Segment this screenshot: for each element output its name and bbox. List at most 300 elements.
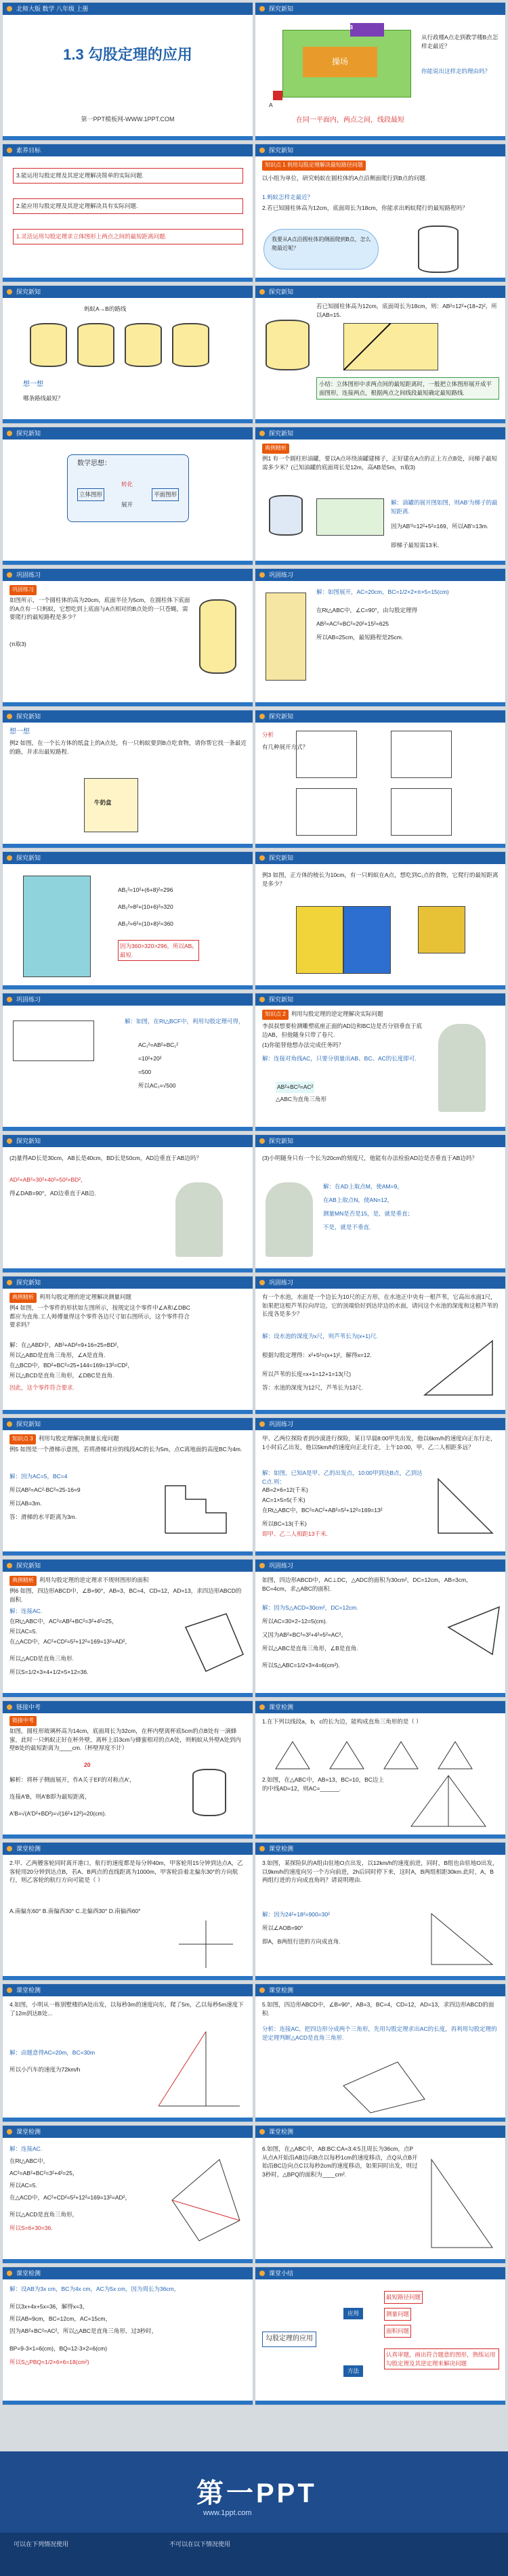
slide-footer-bar <box>3 1551 253 1555</box>
e6-title-row <box>9 1576 247 1586</box>
slide-header: 课堂检测 <box>3 2267 253 2279</box>
k2-title: 利用勾股定理的逆定理解决实际问题 <box>291 1010 383 1017</box>
slide-header: 巩固练习 <box>255 1560 505 1572</box>
quad-figure <box>179 1607 250 1681</box>
q2-text: (2)量得AD长是30cm，AB长是40cm，BD长是50cm，AD边垂直于AB边吗？ <box>9 1155 202 1161</box>
summary-method: 方法 <box>343 2365 363 2377</box>
slide-header: 课堂检测 <box>255 1984 505 1996</box>
box-net-4 <box>391 788 452 836</box>
goal-1: 3.能运用勾股定理及其逆定理解决简单的实际问题. <box>13 168 243 184</box>
intro-answer: 在同一平面内，两点之间，线段最短 <box>296 116 404 124</box>
route-cylinder-3 <box>125 323 162 367</box>
knowledge-tag: 知识点 1 利用勾股定理解决最短路径问题 <box>262 160 366 171</box>
milk-box-label: 牛奶盒 <box>94 799 112 806</box>
slide-16-knowledge2[interactable] <box>255 993 506 1132</box>
example-1-answer: 即梯子最短需13米. <box>391 542 440 549</box>
unfold-tip: 小结：立体图形中求两点间的最短距离时，一般把立体图形展开成平面图形，连接两点，根据两点之间线段最短确定最短路线. <box>316 377 499 400</box>
analysis-question: 有几种展开方式？ <box>262 744 309 750</box>
slide-footer-bar <box>255 1976 505 1980</box>
slide-3-goals[interactable] <box>2 144 253 282</box>
slide-header: 探究新知 <box>3 427 253 439</box>
check3-sol-1: 解：因为24²+18²=900=30² <box>262 1911 330 1918</box>
slide-header: 探究新知 <box>255 3 505 15</box>
slide-footer-bar <box>3 1693 253 1697</box>
slide-sol-2: 所以AB²=AC²-BC²=25-16=9 <box>9 1486 81 1493</box>
exam-sol-1: 解析：将杯子侧面展开，作A关于EF的对称点A'， <box>9 1776 135 1783</box>
staircase-figure <box>158 1472 247 1540</box>
tank-unfolded <box>316 498 384 536</box>
slide-footer-bar <box>255 136 505 140</box>
slide-header: 探究新知 <box>255 710 505 723</box>
check-ships-text: 2.甲、乙两艘客轮同时离开港口，航行的速度都是每分钟40m，甲客轮用15分钟到达点A，乙客轮用20分钟到达点B，若A、B两点的直线距离为1000m，甲客轮沿着北偏东30°的方向航行，则乙客轮的航行方向可能是（ ） <box>9 1860 243 1883</box>
sculpture-image-3 <box>266 1182 313 1257</box>
building-b <box>350 23 384 37</box>
tag-label: 典例精析 <box>9 1576 37 1586</box>
slide-12-analysis[interactable] <box>255 710 506 849</box>
explorer-sol-5: 所以BC=13(千米) <box>262 1520 307 1527</box>
intro-question: 你能说出这样走的理由吗？ <box>421 68 491 74</box>
slide-sol-3: 所以AB=3m. <box>9 1500 42 1507</box>
solid-figure: 立体图形 <box>77 488 104 501</box>
slide-footer-bar <box>3 2401 253 2405</box>
q3-text: (3)小明随身只有一个长为20cm的刻度尺，他能有办法检验AD边是否垂直于AB边吗？ <box>262 1155 478 1161</box>
slide-31-check5-sol[interactable] <box>2 2125 253 2264</box>
slide-header: 链接中考 <box>3 1701 253 1713</box>
slide-33-check6-sol[interactable] <box>2 2267 253 2405</box>
summary-apply: 应用 <box>343 2308 363 2319</box>
cube-sol-3: =10²+20² <box>138 1055 162 1062</box>
slide-5-routes[interactable] <box>2 285 253 424</box>
slide-header: 巩固练习 <box>255 569 505 581</box>
slide-6-unfold[interactable] <box>255 285 506 424</box>
slide-footer-bar <box>3 702 253 706</box>
knowledge-body: 以小组为单位，研究蚂蚁在圆柱体的A点沿侧面爬行到B点的问题. <box>262 175 427 181</box>
e4-line-3: 所以△ABD是直角三角形，∠A是直角. <box>9 1352 106 1358</box>
e4-line-5: 所以△BCD是直角三角形，∠DBC是直角. <box>9 1372 114 1379</box>
slide-header: 探究新知 <box>3 1276 253 1289</box>
q3-line-2: 在AB上取点N，使AN=12， <box>323 1197 394 1203</box>
analysis-head: 分析 <box>262 731 274 738</box>
compass-figure <box>172 1917 240 1971</box>
slide-footer-bar <box>3 1976 253 1980</box>
c5-sol-1: 解：连接AC. <box>9 2145 43 2152</box>
e6-sol-4: 在△ACD中，AC²+CD²=5²+12²=169=13²=AD²， <box>9 1638 131 1645</box>
slide-23-example6[interactable] <box>2 1559 253 1698</box>
label-a: A <box>269 102 273 108</box>
sol-line-1: 解：如图展开，AC=20cm，BC=1/2×2×π×5=15(cm) <box>316 588 449 595</box>
slide-20-reed[interactable] <box>255 1276 506 1415</box>
check3-figure <box>425 1907 499 1971</box>
playground: 操场 <box>303 47 377 77</box>
area-text: 如图，四边形ABCD中，AC⊥DC，△ADC的面积为30cm²，DC=12cm，AB=3cm，BC=4cm，求△ABC的面积. <box>262 1576 472 1592</box>
slide-header: 探究新知 <box>255 286 505 298</box>
slide-header: 探究新知 <box>3 286 253 298</box>
k2-title-row <box>262 1010 499 1020</box>
slide-footer-bar <box>255 561 505 565</box>
slide-header: 课堂检测 <box>3 1984 253 1996</box>
slide-footer-bar <box>255 1410 505 1414</box>
e6-sol-3: 所以AC=5. <box>9 1628 37 1635</box>
slide-footer-bar <box>255 985 505 989</box>
c6-sol-4: 因为AB²+BC²=AC²，所以△ABC是直角三角形，过3秒时， <box>9 2327 158 2334</box>
explorer-sol-3: AC=1×5=5(千米) <box>262 1497 305 1503</box>
slide-11-example2[interactable] <box>2 710 253 849</box>
example-1-calc: 因为AB'²=12²+5²=169，所以AB'=13m. <box>391 523 489 530</box>
explorer-sol-4: 在Rt△ABC中，BC²=AC²+AB²=5²+12²=169=13² <box>262 1507 383 1514</box>
slide-header: 探究新知 <box>3 1418 253 1430</box>
e6-text: 例6 如图，四边形ABCD中，∠B=90°，AB=3，BC=4，CD=12，AD=13，求四边形ABCD的面积. <box>9 1587 242 1603</box>
e4-line-2: 解：在△ABD中，AB²+AD²=9+16=25=BD²， <box>9 1341 123 1348</box>
slide-footer-bar <box>3 2118 253 2122</box>
exam-sol-3: A'B=√(A'D²+BD²)=√(16²+12²)=20(cm). <box>9 1810 106 1817</box>
slide-sol-1: 解：因为AC=5，BC=4 <box>9 1473 68 1480</box>
slide-sol-4: 答：滑梯的水平距离为3m. <box>9 1514 77 1520</box>
slide-header: 课堂检测 <box>255 2126 505 2138</box>
summary-branch-1: 最短路径问题 <box>384 2291 423 2304</box>
slide-footer-bar <box>255 2118 505 2122</box>
check3-sol-3: 即A，B两组行进的方向成直角. <box>262 1938 341 1945</box>
slide-1-title[interactable] <box>2 2 253 141</box>
sol-line-4: 所以AB=25cm，最短路程是25cm. <box>316 634 404 641</box>
k2-result: △ABC为直角三角形 <box>276 1096 327 1102</box>
slide-footer-bar <box>255 1693 505 1697</box>
slide-header: 探究新知 <box>3 1135 253 1147</box>
goal-3: 1.灵活运用勾股定理求立体图形上两点之间的最短距离问题. <box>13 229 243 244</box>
explorer-text: 甲、乙两位探险者到沙漠进行探险，某日早晨8:00甲先出发，他以6km/h的速度向正东行走，1小时后乙出发，他以5km/h的速度向正北行走，上午10:00，甲、乙二人相距多远？ <box>262 1435 496 1451</box>
k2-line-2: (1)你能替他想办法完成任务吗？ <box>262 1042 344 1048</box>
reed-triangle <box>418 1337 499 1402</box>
think-label: 想一想 <box>23 381 43 388</box>
slide-30-check5[interactable] <box>255 1983 506 2122</box>
box-net-2 <box>391 731 452 778</box>
slide-22-explorers[interactable] <box>255 1417 506 1556</box>
reed-line-4: 答：水池的深度为12尺，芦苇长为13尺. <box>262 1384 363 1391</box>
c5-figure <box>165 2153 247 2248</box>
area-sol-3: 又因为AB²+BC²=3²+4²=5²=AC²， <box>262 1631 347 1638</box>
practice-tag-row <box>9 585 39 595</box>
slide-footer-bar <box>3 561 253 565</box>
question-1: 1.蚂蚁怎样走最近？ <box>262 194 314 200</box>
summary-method-text: 认真审题，画出符合题意的图形，熟练运用勾股定理及其逆定理来解决问题 <box>384 2348 499 2369</box>
slide-header: 探究新知 <box>255 852 505 864</box>
slide-18-q3[interactable] <box>255 1134 506 1273</box>
slide-ex-text: 例5 如图是一个滑梯示意图，若将滑梯对应的线段AC的长为5m，点C离地面的高度BC为4m. <box>9 1446 242 1453</box>
goal-2: 2.能应用勾股定理及其逆定理解决具有实际问题. <box>13 198 243 214</box>
slide-header: 探究新知 <box>3 1560 253 1572</box>
slide-34-summary[interactable] <box>255 2267 506 2405</box>
slide-footer-bar <box>3 2259 253 2263</box>
reed-line-3: 所以芦苇的长度=x+1=12+1=13(尺) <box>262 1371 352 1377</box>
e4-title-row <box>9 1293 247 1303</box>
unfold-text: 若已知圆柱体高为12cm，底面周长为18cm，则：AB²=12²+(18÷2)²，所以AB=15. <box>316 303 497 318</box>
slide-footer-bar <box>255 702 505 706</box>
compare-conclusion: 因为360>320>296，所以AB₁最短. <box>118 940 199 961</box>
q3-line-4: 不是，就是不垂直. <box>323 1224 371 1230</box>
slide-header: 素养目标 <box>3 144 253 156</box>
slide-7-thinking[interactable] <box>2 427 253 565</box>
tag-label: 典例精析 <box>9 1293 37 1303</box>
check3-text: 3.如图，某探险队的A组由驻地O点出发，以12km/h的速度前进，同时，B组也由驻地O出发，以9km/h的速度向另一个方向前进，2h后同时停下来，这时A，B两组相距30km.此时，A，B两组行进的方向成直角吗？请说明理由. <box>262 1860 499 1883</box>
example-1-solution: 解：油罐的展开图如图，则AB'为梯子的最短距离. <box>391 499 498 515</box>
slide-header: 探究新知 <box>3 852 253 864</box>
e6-sol-6: 所以S=1/2×3×4+1/2×5×12=36. <box>9 1669 89 1675</box>
slide-footer-bar <box>255 2259 505 2263</box>
check1-text: 1.在下列以线段a，b，c的长为边，能构成直角三角形的是（ ） <box>262 1718 422 1725</box>
explorer-sol-1: 解：如图，已知A是甲、乙的出发点，10:00甲到达B点，乙到达C点.则： <box>262 1469 423 1485</box>
explorer-sol-2: AB=2×6=12(千米) <box>262 1486 308 1493</box>
k2-line-3: 解：连接对角线AC，只要分别量出AB、BC、AC的长度即可. <box>262 1055 417 1062</box>
knowledge-title <box>262 160 499 171</box>
explorer-sol-6: 即甲、乙二人相距13千米. <box>262 1530 328 1537</box>
sculpture-image <box>438 1024 486 1112</box>
slide-header: 课堂检测 <box>255 1843 505 1855</box>
e6-sol-2: 在Rt△ABC中，AC²=AB²+BC²=3²+4²=25， <box>9 1618 118 1625</box>
reed-line-2: 根据勾股定理得：x²+5²=(x+1)²，解得x=12. <box>262 1352 372 1358</box>
shortest-path-line <box>343 323 438 370</box>
slide-17-q2[interactable] <box>2 1134 253 1273</box>
slide-footer-bar <box>3 1834 253 1839</box>
calc-ab2: AB₂²=8²+(10+6)²=320 <box>118 903 173 910</box>
practice-hint: (π取3) <box>9 641 26 647</box>
slide-footer-bar <box>255 844 505 848</box>
cube-face-1 <box>296 906 343 974</box>
k2-formula: AB²+BC²=AC² <box>276 1081 314 1093</box>
slide-footer-bar <box>3 844 253 848</box>
slide-header: 课堂检测 <box>255 1701 505 1713</box>
reed-line-1: 解：设水池的深度为x尺，则芦苇长为(x+1)尺. <box>262 1333 378 1339</box>
tank-cylinder <box>269 495 303 536</box>
slide-header: 探究新知 <box>255 993 505 1006</box>
check5-figure <box>337 2059 431 2116</box>
template-footer: 第一PPT模板网-WWW.1PPT.COM <box>81 116 175 123</box>
calc-ab1: AB₁²=10²+(6+8)²=296 <box>118 886 173 893</box>
example-1-text: 例1 有一个圆柱形油罐，要以A点环绕油罐建梯子，正好建在A点的正上方点B处，问梯子最短需多少米？(已知油罐的底面周长是12m，高AB是5m，π取3) <box>262 455 498 471</box>
tag-label: 巩固练习 <box>9 585 37 595</box>
slide-footer-bar <box>3 985 253 989</box>
calc-ab3: AB₃²=6²+(10+8)²=360 <box>118 920 173 927</box>
slide-header: 巩固练习 <box>255 1418 505 1430</box>
label-b: B <box>349 24 354 30</box>
slide-header: 巩固练习 <box>3 993 253 1006</box>
check5-text: 5.如图，四边形ABCD中，∠B=90°，AB=3，BC=4，CD=12，AD=13，求四边形ABCD的面积. <box>262 2001 494 2017</box>
slide-27-check2[interactable] <box>2 1842 253 1981</box>
area-sol-1: 解：因为S△ACD=30cm²，DC=12cm. <box>262 1604 358 1611</box>
k2-line-1: 李叔叔想要检测雕塑底座正面的AD边和BC边是否分别垂直于底边AB，但他随身只带了卷尺. <box>262 1023 423 1038</box>
plane-figure: 平面图形 <box>152 488 179 501</box>
explorer-triangle <box>431 1472 499 1540</box>
tag-label: 典例精析 <box>262 444 289 454</box>
slide-header: 课堂小结 <box>255 2267 505 2279</box>
unfold-label: 展开 <box>121 501 133 508</box>
c5-sol-6: 所以△ACD是直角三角形， <box>9 2211 78 2218</box>
slide-header: 探究新知 <box>255 1135 505 1147</box>
slide-footer-bar <box>255 1834 505 1839</box>
slide-header: 探究新知 <box>255 144 505 156</box>
sol-line-2: 在Rt△ABC中，∠C=90°，由勾股定理得 <box>316 607 418 614</box>
q3-line-1: 解：在AD上取点M，使AM=9， <box>323 1183 403 1190</box>
routes-caption: 蚂蚁A→B的路线 <box>84 305 127 312</box>
check-ships-opts: A.南偏东60° B.南偏西30° C.北偏西30° D.南偏西60° <box>9 1908 141 1914</box>
exam-answer: 20 <box>84 1761 91 1768</box>
slide-footer-bar <box>3 1268 253 1272</box>
slide-28-check3[interactable] <box>255 1842 506 1981</box>
cube-sol-1: 解：如图，在Rt△BCF中，利用勾股定理可得， <box>125 1018 245 1025</box>
intro-note: 从行政楼A点走到教学楼B点怎样走最近？ <box>421 34 499 49</box>
summary-center: 勾股定理的应用 <box>262 2332 316 2347</box>
area-sol-5: 所以S△ABC=1/2×3×4=6(cm²). <box>262 1662 340 1669</box>
cube-unfolded <box>13 1021 94 1061</box>
c6-sol-2: 所以3x+4x+5x=36，解得x=3， <box>9 2303 89 2310</box>
q2-result: 得∠DAB=90°，AD边垂直于AB边. <box>9 1190 96 1197</box>
slide-footer-bar <box>255 419 505 423</box>
e4-line-1: 例4 如图，一个零件的形状如左图所示，按规定这个零件中∠A和∠DBC都应为直角.工人师傅量得这个零件各边尺寸如右图所示，这个零件符合要求吗？ <box>9 1304 190 1328</box>
slide-24-practice-area[interactable] <box>255 1559 506 1698</box>
practice-text: 如图所示，一个圆柱体的高为20cm，底面半径为5cm，在圆柱体下底面的A点有一只蚂蚁，它想吃到上底面与A点相对的B点处的一只苍蝇，需要爬行的最短路程是多少？ <box>9 597 190 620</box>
slide-footer-bar <box>3 1127 253 1131</box>
route-cylinder-4 <box>172 323 209 367</box>
slide-8-example1[interactable] <box>255 427 506 565</box>
check6-text: 6.如图，在△ABC中，AB:BC:CA=3:4:5且周长为36cm，点P从点A开始沿AB边向B点以每秒1cm的速度移动，点Q从点B开始沿BC边向点C以每秒2cm的速度移动，如果同时出发，则过3秒时，△BPQ的面积为____cm². <box>262 2145 418 2178</box>
slide-9-practice[interactable] <box>2 568 253 707</box>
c5-sol-7: 所以S=6+30=36. <box>9 2225 53 2231</box>
slide-25-exam[interactable] <box>2 1700 253 1839</box>
slide-header: 巩固练习 <box>3 569 253 581</box>
cube-sol-4: =500 <box>138 1069 152 1075</box>
route-cylinder-1 <box>30 323 67 367</box>
exam-text: 如图，圆柱形玻璃杯高为14cm，底面周长为32cm，在杯内壁离杯底5cm的点B处有一滴蜂蜜，此时一只蚂蚁正好在杯外壁，离杯上沿3cm与蜂蜜相对的点A处，则蚂蚁从外壁A处到内壁B处的最短距离为____cm.（杯壁厚度不计） <box>9 1727 241 1751</box>
c6-sol-3: 所以AB=9cm，BC=12cm，AC=15cm， <box>9 2315 111 2322</box>
brand-right-note: 不可以在以下情况使用 <box>169 2541 231 2548</box>
check4-sol-1: 解：由题意得AC=20m，BC=30m <box>9 2049 96 2056</box>
tag-label: 知识点 2 <box>262 1010 289 1020</box>
slide-footer-bar <box>3 136 253 140</box>
cube-sol-5: 所以AC₁=√500 <box>138 1082 176 1089</box>
slide-4-knowledge1[interactable] <box>255 144 506 282</box>
check5-analysis: 分析：连接AC，把四边形分成两个三角形，先用勾股定理求出AC的长度，再利用勾股定理的逆定理判断△ACD是直角三角形. <box>262 2025 497 2041</box>
q2-calc: AD²+AB²=30²+40²=50²=BD²， <box>9 1176 87 1183</box>
brand-logo: 第一PPT <box>196 2478 317 2508</box>
think-question: 哪条路线最短？ <box>23 395 64 402</box>
slide-32-check6[interactable] <box>255 2125 506 2264</box>
c6-sol-5: BP=9-3×1=6(cm)，BQ=12-3×2=6(cm) <box>9 2345 108 2352</box>
question-2: 2.若已知圆柱体高为12cm，底面周长为18cm，你能求出蚂蚁爬行的最短路程吗？ <box>262 205 468 211</box>
slide-header: 探究新知 <box>3 710 253 723</box>
area-figure <box>445 1600 503 1661</box>
reed-text: 有一个水池，水面是一个边长为10尺的正方形，在水池正中央有一根芦苇，它高出水面1尺，如果把这根芦苇拉向岸边，它的顶端恰好到达岸边的水面，请问这个水池的深度和这根芦苇的长度各是多少？ <box>262 1293 499 1317</box>
slide-2-intro[interactable] <box>255 2 506 141</box>
slide-10-solution[interactable] <box>255 568 506 707</box>
slide-footer-bar <box>3 419 253 423</box>
option-triangles <box>269 1738 486 1772</box>
road-figure <box>152 2025 247 2113</box>
e4-line-4: 在△BCD中，BD²+BC²=25+144=169=13²=CD²， <box>9 1362 133 1369</box>
summary-branch-2: 测量问题 <box>384 2308 411 2321</box>
slide-26-check1[interactable] <box>255 1700 506 1839</box>
sol-line-3: AB²=AC²+BC²=20²+15²=625 <box>316 620 389 627</box>
exam-tag-row <box>9 1716 39 1726</box>
cube-3d <box>418 906 465 953</box>
cloud-text: 我要从A点沿圆柱体的侧面爬到B点，怎么爬最近呢？ <box>272 236 371 251</box>
slide-15-cube-solution[interactable] <box>2 993 253 1132</box>
check4-text: 4.如图，小明从一栋别墅楼的A处出发，以每秒3m的速度向东，爬了5m，乙以每秒5m速度下了12m到达B处... <box>9 2001 244 2017</box>
summary-branch-3: 面积问题 <box>384 2325 411 2338</box>
slide-footer-bar <box>255 278 505 282</box>
building-a <box>273 91 282 100</box>
check3-sol-2: 所以∠AOB=90° <box>262 1925 303 1931</box>
cylinder-figure <box>418 226 459 273</box>
brand-left-note: 可以在下列情况使用 <box>14 2541 69 2548</box>
check6-figure <box>425 2153 499 2254</box>
practice-cylinder <box>199 599 236 674</box>
slide-19-example4[interactable] <box>2 1276 253 1415</box>
slide-29-check4[interactable] <box>2 1983 253 2122</box>
box-net-3 <box>296 788 357 836</box>
tag-label: 知识点 3 <box>9 1434 36 1444</box>
unfolded-side <box>266 593 306 681</box>
cube-sol-2: AC₁²=AB²+BC₁² <box>138 1042 179 1048</box>
c5-sol-3: AC²=AB²+BC²=3²+4²=25， <box>9 2170 79 2176</box>
think-title: 想一想 <box>9 728 30 735</box>
slide-21-slide[interactable] <box>2 1417 253 1556</box>
q3-line-3: 测量MN是否是15，是，就是垂直； <box>323 1210 414 1217</box>
tag-label: 链接中考 <box>9 1716 37 1726</box>
slide-header: 巩固练习 <box>255 1276 505 1289</box>
e4-line-6: 因此，这个零件符合要求. <box>9 1384 75 1391</box>
slide-14-cube[interactable] <box>255 851 506 990</box>
example-3-text: 例3 如图，正方体的棱长为10cm，有一只蚂蚁在A点，想吃到C₁点的食物，它爬行的最短距离是多少？ <box>262 872 499 887</box>
check2-text: 2.如图，在△ABC中，AB=13，BC=10，BC边上的中线AD=12，则AC=______. <box>262 1776 384 1792</box>
c5-sol-5: 在△ACD中，AC²+CD²=5²+12²=169=13²=AD²， <box>9 2194 131 2201</box>
slide-footer-bar <box>255 1127 505 1131</box>
glass-figure <box>192 1769 226 1816</box>
area-sol-4: 所以△ABC是直角三角形，∠B是直角. <box>262 1645 358 1652</box>
slide-footer-bar <box>255 1551 505 1555</box>
slide-13-compare[interactable] <box>2 851 253 990</box>
transform-label: 转化 <box>121 481 133 488</box>
example-2-text: 例2 如图，在一个长方体的纸盒上的A点处，有一只蚂蚁要到B点吃食物，请你帮它找一条最近的路，并求出最短路程. <box>9 739 247 755</box>
route-cylinder-2 <box>77 323 114 367</box>
brand-notes <box>0 2533 508 2576</box>
slide-ex-title: 利用勾股定理解决测量长度问题 <box>38 1435 119 1442</box>
slide-title-row <box>9 1434 247 1444</box>
c5-sol-2: 在Rt△ABC中， <box>9 2158 49 2164</box>
sculpture-image-2 <box>175 1182 223 1257</box>
area-sol-2: 所以AC=30×2÷12=5(cm). <box>262 1618 328 1625</box>
check2-figure <box>404 1772 492 1830</box>
c5-sol-4: 所以AC=5. <box>9 2182 37 2189</box>
slide-header: 课堂检测 <box>3 1843 253 1855</box>
lesson-title: 1.3 勾股定理的应用 <box>63 46 192 63</box>
exam-sol-2: 连接A'B，则A'B即为最短距离， <box>9 1793 91 1800</box>
e6-sol-5: 所以△ACD是直角三角形. <box>9 1655 74 1662</box>
cube-face-2 <box>343 906 391 974</box>
e6-title: 利用勾股定理的逆定理求不规则图形的面积 <box>39 1576 149 1583</box>
slide-header: 课堂检测 <box>3 2126 253 2138</box>
unfold-cylinder <box>266 320 310 370</box>
box-net-1 <box>296 731 357 778</box>
example-tag <box>262 444 292 454</box>
e6-sol-1: 解：连接AC. <box>9 1608 43 1614</box>
brand-url[interactable]: www.1ppt.com <box>203 2509 252 2517</box>
c6-sol-6: 所以S△PBQ=1/2×6×6=18(cm²) <box>9 2359 89 2365</box>
slide-footer-bar <box>255 2401 505 2405</box>
box-3d-figure <box>23 876 91 977</box>
slide-header: 北师大版 数学 八年级 上册 <box>3 3 253 15</box>
e4-title: 利用勾股定理的逆定理解决测量问题 <box>39 1293 132 1300</box>
c6-sol-1: 解：设AB为3x cm，BC为4x cm，AC为5x cm，因为周长为36cm， <box>9 2285 180 2292</box>
slide-footer-bar <box>3 1410 253 1414</box>
slide-header: 探究新知 <box>255 427 505 439</box>
